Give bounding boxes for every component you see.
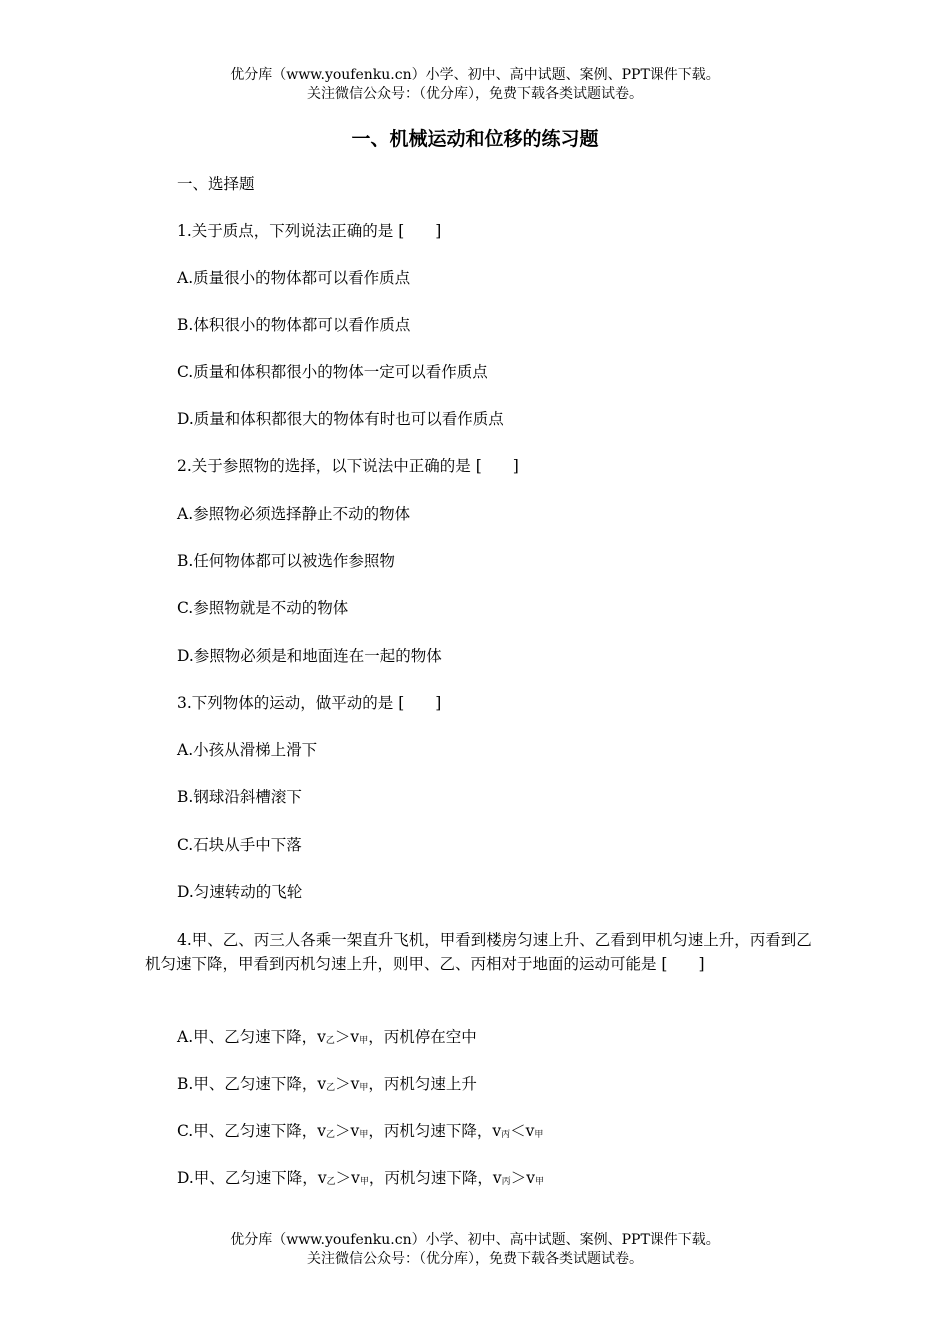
q4-option-b: B.甲、乙匀速下降，$v_乙>v_甲$，丙机匀速上升 — [177, 1075, 477, 1093]
section-heading: 一、选择题 — [177, 175, 255, 193]
q3-stem: 3.下列物体的运动，做平动的是 [ ] — [177, 694, 442, 712]
header-line-2: 关注微信公众号：（优分库），免费下载各类试题试卷。 — [307, 86, 643, 102]
header-line-1: 优分库（www.youfenku.cn）小学、初中、高中试题、案例、PPT课件下载。 — [230, 67, 720, 83]
page-header — [0, 66, 950, 104]
q4-stem: 4.甲、乙、丙三人各乘一架直升飞机，甲看到楼房匀速上升、乙看到甲机匀速上升，丙看到乙机匀速下降，甲看到丙机匀速上升，则甲、乙、丙相对于地面的运动可能是 [ ] — [145, 931, 812, 973]
q4-option-a: A.甲、乙匀速下降，$v_乙>v_甲$，丙机停在空中 — [177, 1028, 477, 1046]
q1-option-d: D.质量和体积都很大的物体有时也可以看作质点 — [177, 410, 504, 428]
q3-option-b: B.钢球沿斜槽滚下 — [177, 788, 302, 806]
q4-option-c: C.甲、乙匀速下降，$v_乙>v_甲$，丙机匀速下降，$v_丙<v_甲$ — [177, 1122, 544, 1140]
q3-option-c: C.石块从手中下落 — [177, 836, 302, 854]
page-footer — [0, 1231, 950, 1269]
q1-option-b: B.体积很小的物体都可以看作质点 — [177, 316, 411, 334]
q1-option-c: C.质量和体积都很小的物体一定可以看作质点 — [177, 363, 488, 381]
q2-option-d: D.参照物必须是和地面连在一起的物体 — [177, 647, 442, 665]
q1-stem: 1.关于质点，下列说法正确的是 [ ] — [177, 222, 442, 240]
page-title: 一、机械运动和位移的练习题 — [351, 128, 599, 150]
q2-option-b: B.任何物体都可以被选作参照物 — [177, 552, 395, 570]
q2-option-a: A.参照物必须选择静止不动的物体 — [177, 505, 411, 523]
q1-option-a: A.质量很小的物体都可以看作质点 — [177, 269, 411, 287]
q3-option-a: A.小孩从滑梯上滑下 — [177, 741, 318, 759]
q4-option-d: D.甲、乙匀速下降，$v_乙>v_甲$，丙机匀速下降，$v_丙>v_甲$ — [177, 1169, 544, 1187]
q3-option-d: D.匀速转动的飞轮 — [177, 883, 303, 901]
footer-line-1: 优分库（www.youfenku.cn）小学、初中、高中试题、案例、PPT课件下载。 — [230, 1232, 720, 1248]
q2-option-c: C.参照物就是不动的物体 — [177, 599, 349, 617]
footer-line-2: 关注微信公众号：（优分库），免费下载各类试题试卷。 — [307, 1251, 643, 1267]
q2-stem: 2.关于参照物的选择，以下说法中正确的是 [ ] — [177, 457, 519, 475]
